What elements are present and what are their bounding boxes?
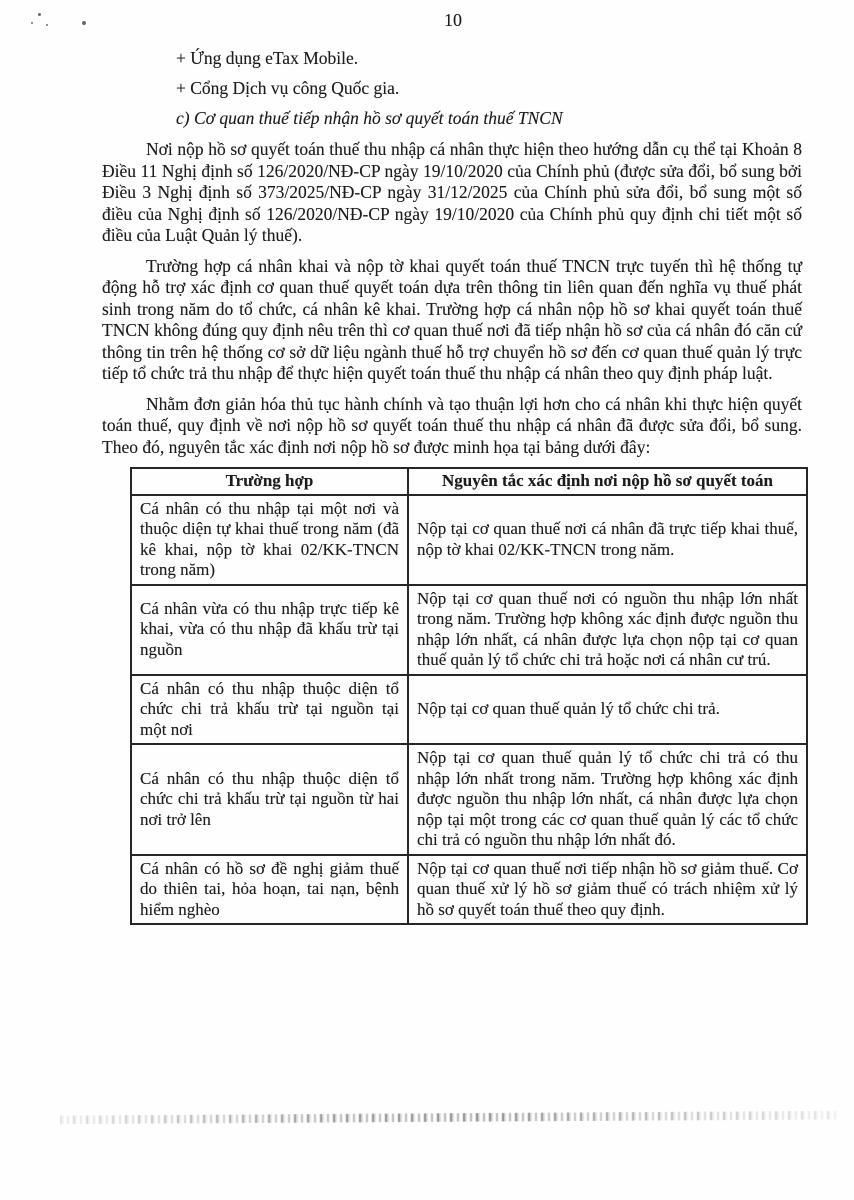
table-row xyxy=(131,585,807,675)
case-cell: Cá nhân có hồ sơ đề nghị giảm thuế do thiên tai, hỏa hoạn, tai nạn, bệnh hiểm nghèo xyxy=(131,855,408,925)
principle-cell: Nộp tại cơ quan thuế quản lý tổ chức chi trả có thu nhập lớn nhất trong năm. Trường hợp không xác định được nguồn thu nhập lớn nhất, cá nhân được lựa chọn nộp tại một trong các cơ quan thuế quản lý các tổ chức chi trả có nguồn thu nhập lớn nhất đó. xyxy=(408,744,807,855)
scan-speckle xyxy=(46,24,48,26)
document-content xyxy=(102,48,802,925)
list-item-etax-mobile: + Ứng dụng eTax Mobile. xyxy=(176,48,359,68)
table-row xyxy=(131,744,807,855)
scan-speckle xyxy=(38,13,41,16)
principle-cell: Nộp tại cơ quan thuế nơi có nguồn thu nhập lớn nhất trong năm. Trường hợp không xác định được nguồn thu nhập lớn nhất, cá nhân được lựa chọn nộp tại cơ quan thuế quản lý tổ chức chi trả hoặc nơi cá nhân cư trú. xyxy=(408,585,807,675)
paragraph-online-filing: Trường hợp cá nhân khai và nộp tờ khai quyết toán thuế TNCN trực tuyến thì hệ thống tự động hỗ trợ xác định cơ quan thuế quyết toán dựa trên thông tin liên quan đến nghĩa vụ thuế phát sinh trong năm do tổ chức, cá nhân kê khai. Trường hợp cá nhân nộp hồ sơ khai quyết toán thuế TNCN không đúng quy định nêu trên thì cơ quan thuế nơi đã tiếp nhận hồ sơ của cá nhân đó căn cứ thông tin trên hệ thống cơ sở dữ liệu ngành thuế hỗ trợ chuyển hồ sơ đến cơ quan thuế quản lý trực tiếp tổ chức trả thu nhập để thực hiện quyết toán thuế thu nhập cá nhân theo quy định pháp luật. xyxy=(102,255,802,383)
paragraph-legal-basis: Nơi nộp hồ sơ quyết toán thuế thu nhập cá nhân thực hiện theo hướng dẫn cụ thể tại Khoản 8 Điều 11 Nghị định số 126/2020/NĐ-CP ngày 19/10/2020 của Chính phủ (được sửa đổi, bổ sung bởi Điều 3 Nghị định số 373/2025/NĐ-CP ngày 31/12/2025 của Chính phủ sửa đổi, bổ sung một số điều của Nghị định số 126/2020/NĐ-CP ngày 19/10/2020 của Chính phủ quy định chi tiết một số điều của Luật Quản lý thuế). xyxy=(102,139,802,245)
paragraph-simplification: Nhằm đơn giản hóa thủ tục hành chính và tạo thuận lợi hơn cho cá nhân khi thực hiện quyết toán thuế, quy định về nơi nộp hồ sơ quyết toán thuế thu nhập cá nhân đã được sửa đổi, bổ sung. Theo đó, nguyên tắc xác định nơi nộp hồ sơ được minh họa tại bảng dưới đây: xyxy=(102,393,802,457)
principle-cell: Nộp tại cơ quan thuế nơi cá nhân đã trực tiếp khai thuế, nộp tờ khai 02/KK-TNCN trong năm. xyxy=(408,495,807,585)
page-number: 10 xyxy=(444,10,462,30)
case-cell: Cá nhân vừa có thu nhập trực tiếp kê khai, vừa có thu nhập đã khấu trừ tại nguồn xyxy=(131,585,408,675)
section-heading-c: c) Cơ quan thuế tiếp nhận hồ sơ quyết toán thuế TNCN xyxy=(176,108,563,128)
scan-noise-band xyxy=(60,1111,840,1125)
case-cell: Cá nhân có thu nhập thuộc diện tổ chức chi trả khấu trừ tại nguồn tại một nơi xyxy=(131,675,408,745)
column-header-case: Trường hợp xyxy=(131,468,408,495)
case-cell: Cá nhân có thu nhập thuộc diện tổ chức chi trả khấu trừ tại nguồn từ hai nơi trở lên xyxy=(131,744,408,855)
table-row xyxy=(131,675,807,745)
list-item-cong-dich-vu: + Cổng Dịch vụ công Quốc gia. xyxy=(176,78,400,98)
principle-cell: Nộp tại cơ quan thuế quản lý tổ chức chi trả. xyxy=(408,675,807,745)
table-row xyxy=(131,495,807,585)
scan-speckle xyxy=(82,21,86,25)
filing-location-table xyxy=(130,467,808,925)
column-header-principle: Nguyên tắc xác định nơi nộp hồ sơ quyết toán xyxy=(408,468,807,495)
table-row xyxy=(131,855,807,925)
scan-speckle xyxy=(31,22,33,24)
case-cell: Cá nhân có thu nhập tại một nơi và thuộc diện tự khai thuế trong năm (đã kê khai, nộp tờ khai 02/KK-TNCN trong năm) xyxy=(131,495,408,585)
principle-cell: Nộp tại cơ quan thuế nơi tiếp nhận hồ sơ giảm thuế. Cơ quan thuế xử lý hồ sơ giảm thuế có trách nhiệm xử lý hồ sơ quyết toán thuế theo quy định. xyxy=(408,855,807,925)
table-header-row xyxy=(131,468,807,495)
